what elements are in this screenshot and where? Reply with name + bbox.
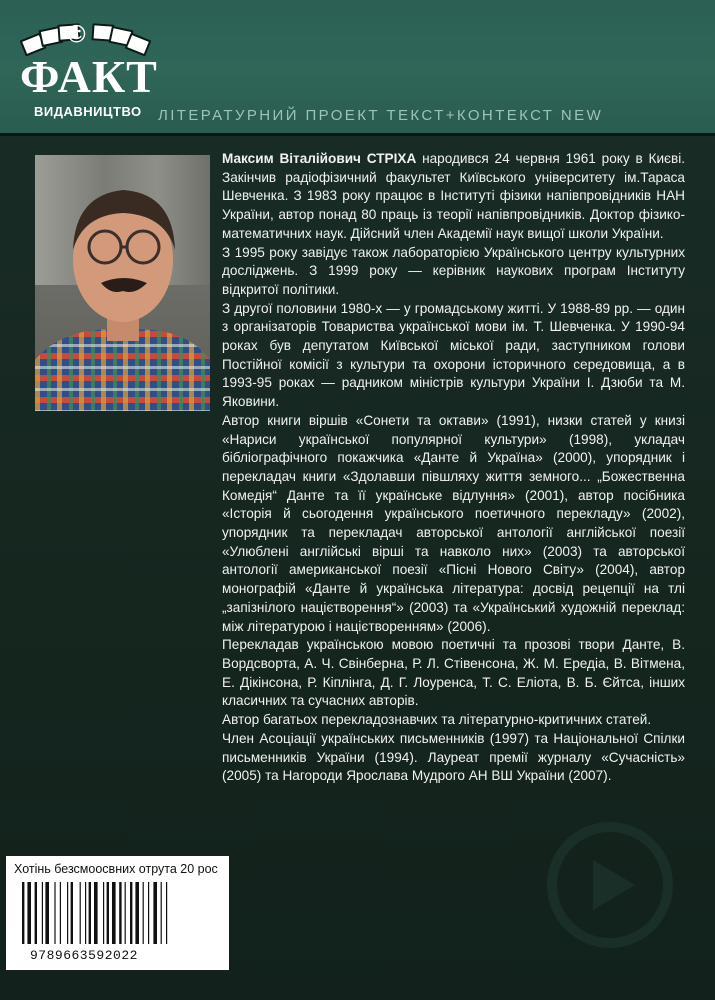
bio-paragraph-memberships: Член Асоціації українських письменників (1997) та Національної Спілки письменників України (1994). Лауреат премії журналу «Сучасність» (2005) та Нагороди Ярослава Мудрого АН ВШ України (2007). — [222, 730, 685, 784]
publisher-tagline: ВИДАВНИЦТВО — [34, 104, 142, 119]
barcode-icon — [22, 882, 202, 944]
bio-intro-text: народився 24 червня 1961 року в Києві. Закінчив радіофізичний факультет Київського університету ім.Тараса Шевченка. З 1983 року працює в Інституті фізики напівпровідників НАН України, автор понад 80 праць із теорії напівпровідників. Доктор фізико-математичних наук. Дійсний член Академії наук вищої школи України. — [222, 151, 685, 241]
author-photo — [35, 155, 210, 411]
isbn-number: 9789663592022 — [30, 948, 138, 963]
bio-paragraph-works: Автор книги віршів «Сонети та октави» (1991), низки статей у книзі «Нариси української популярної культури» (1998), укладач бібліографічного покажчика «Данте й Україна» (2000), упорядник і перекладач книги «Здолавши півшляху життя земного... „Божественна Комедія“ Данте та її українське відлуння» (2001), автор посібника «Історія й сьогодення українського поетичного перекладу» (2002), упорядник та перекладач авторської антології англійської поезії «Улюблені англійські вірші та навколо них» (2003) та авторської антології американської поезії «Пісні Нового Світу» (2004), автор монографій «Данте й українська література: досвід рецепції на тлі „запізнілого націєтворення“» (2003) та «Український художній переклад: між літературою і націєтворенням» (2006). — [222, 412, 685, 634]
bio-paragraph-translations: Перекладав українською мовою поетичні та прозові твори Данте, В. Вордсворта, А. Ч. Свінберна, Р. Л. Стівенсона, Ж. М. Ередіа, В. Вітмена, Е. Дікінсона, Р. Кіплінга, Д. Г. Лоуренса, Т. С. Еліота, В. Б. Єйтса, інших класичних та сучасних авторів. — [222, 637, 685, 709]
author-name: Максим Віталійович СТРІХА — [222, 151, 417, 166]
reader-figure-icon: ☺ — [66, 22, 87, 46]
author-biography — [222, 150, 685, 786]
series-title: ЛІТЕРАТУРНИЙ ПРОЕКТ ТЕКСТ+КОНТЕКСТ NEW — [158, 107, 604, 124]
sticker-label: Хотінь безсмоосвних отрута 20 рос — [14, 862, 218, 876]
bio-paragraph-research: З 1995 року завідує також лабораторією Українського центру культурних досліджень. З 1999 року — керівник наукових програм Інституту відкритої політики. — [222, 244, 685, 297]
publisher-logo: ФАКТ — [20, 51, 158, 102]
bio-paragraph-intro — [222, 150, 685, 244]
bio-paragraph-civic: З другої половини 1980-х — у громадському житті. У 1988-89 рр. — один з організаторів Товариства української мови ім. Т. Шевченка. У 1990-94 роках був депутатом Київської міської ради, заступником голови Постійної комісії з культури та охорони історичного середовища, а в 1993-95 роках — радником міністрів культури України І. Дзюби та М. Яковини. — [222, 300, 685, 410]
cover-header-band — [0, 0, 715, 135]
bio-paragraph-articles: Автор багатьох перекладознавчих та літературно-критичних статей. — [222, 712, 652, 728]
header-divider — [0, 133, 715, 136]
play-circle-watermark-icon — [545, 820, 675, 950]
author-portrait-graphic — [35, 155, 210, 411]
